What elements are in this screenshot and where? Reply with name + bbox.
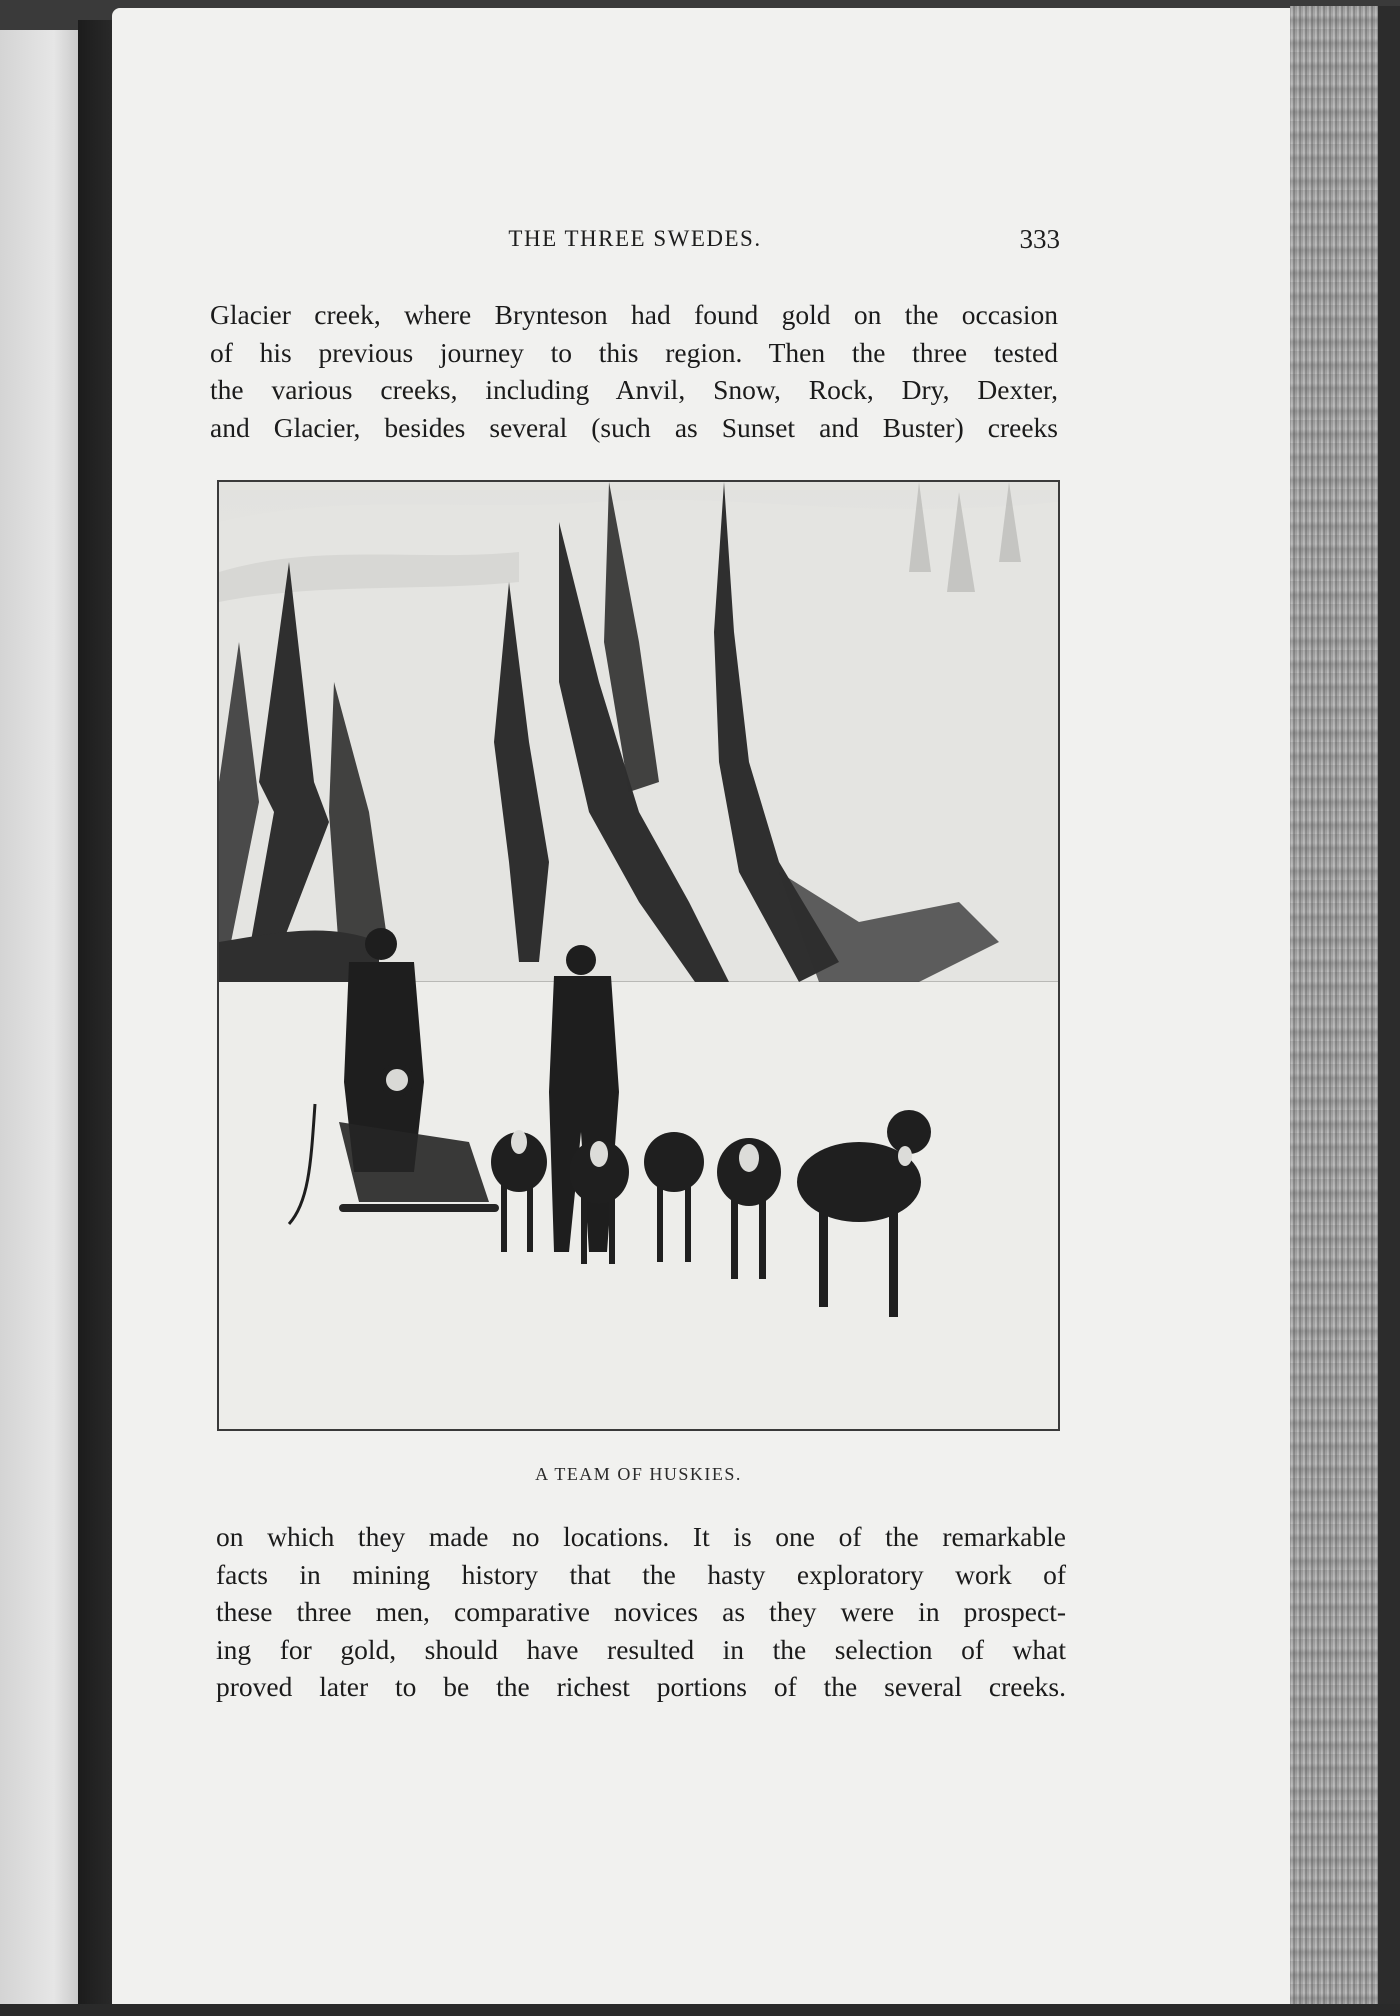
text-line: facts in mining history that the hasty exploratory work of [216,1558,1066,1590]
text-line: ing for gold, should have resulted in the selection of what [216,1633,1066,1665]
text-line: proved later to be the richest portions of the several creeks. [216,1671,1066,1702]
text-line: these three men, comparative novices as they were in prospect- [216,1596,1066,1627]
text-line: and Glacier, besides several (such as Sunset and Buster) creeks [210,411,1058,443]
page-number: 333 [1019,224,1060,254]
figure-caption: A TEAM OF HUSKIES. [535,1464,742,1484]
text-line: of his previous journey to this region. Then the three tested [210,336,1058,368]
figure-photo-huskies [217,480,1060,1431]
text-line: the various creeks, including Anvil, Snow, Rock, Dry, Dexter, [210,374,1058,405]
scan-bottom-border [0,2004,1400,2016]
paragraph-bottom [216,1518,1066,1706]
text-line: on which they made no locations. It is one of the remarkable [216,1521,1066,1552]
book-cover-edge [1378,6,1400,2010]
running-head [210,222,1060,258]
text-line: Glacier creek, where Brynteson had found gold on the occasion [210,299,1058,330]
page-stack-edge [1290,6,1380,2010]
running-title: THE THREE SWEDES. [508,226,762,251]
left-page-edge [0,30,90,2010]
photo-illustration [219,482,1058,1429]
paragraph-top [210,296,1058,446]
